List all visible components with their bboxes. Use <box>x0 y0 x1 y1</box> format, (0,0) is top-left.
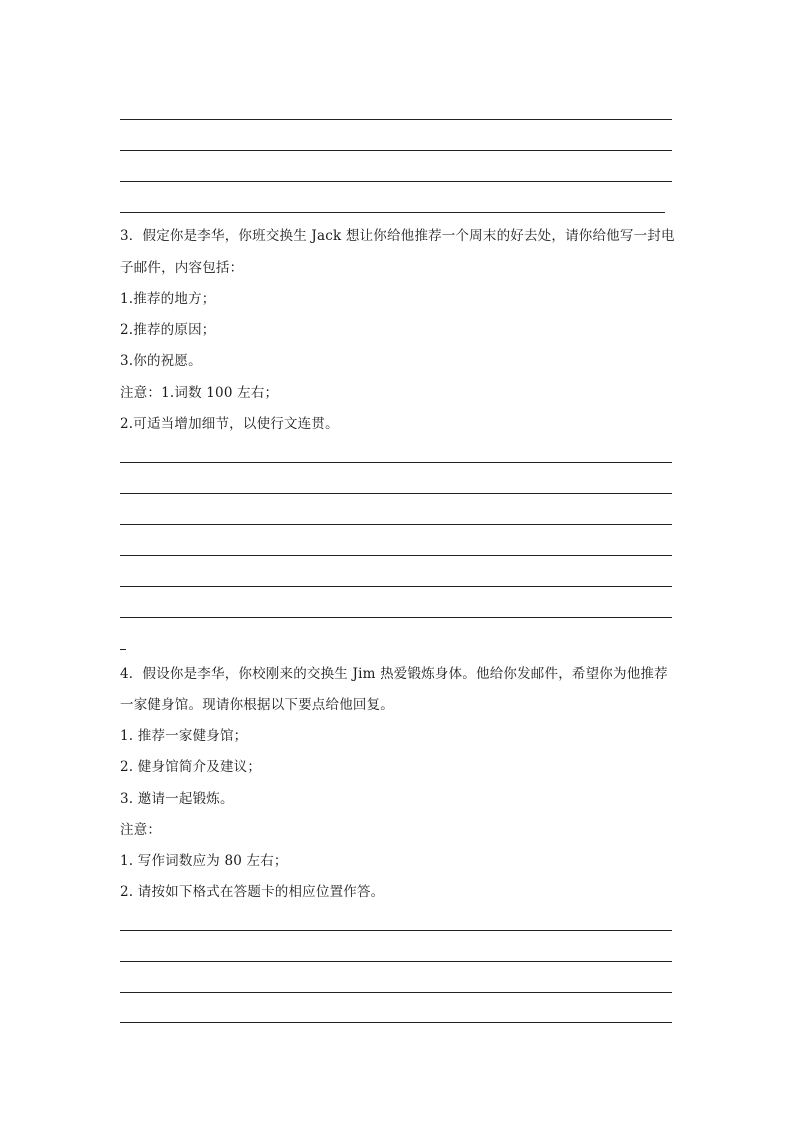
writing-line <box>120 524 672 525</box>
question-4-prompt-line1: 4．假设你是李华，你校刚来的交换生 Jim 热爱锻炼身体。他给你发邮件，希望你为他推荐 <box>120 666 668 682</box>
writing-line <box>120 212 665 213</box>
short-dash-mark <box>120 649 126 650</box>
writing-line <box>120 617 672 618</box>
writing-line <box>120 586 672 587</box>
writing-line <box>120 493 672 494</box>
question-4-point-3: 3. 邀请一起锻炼。 <box>120 791 234 807</box>
question-4-point-2: 2. 健身馆简介及建议； <box>120 759 262 775</box>
question-4-note-1: 1. 写作词数应为 80 左右； <box>120 853 288 869</box>
question-3-point-2: 2.推荐的原因； <box>120 322 216 338</box>
question-3-point-3: 3.你的祝愿。 <box>120 353 202 369</box>
question-3-note-2: 2.可适当增加细节，以使行文连贯。 <box>120 416 339 432</box>
writing-line <box>120 992 672 993</box>
question-4-note-2: 2. 请按如下格式在答题卡的相应位置作答。 <box>120 884 385 900</box>
writing-line <box>120 930 672 931</box>
writing-line <box>120 181 672 182</box>
question-3-prompt-line1: 3．假定你是李华，你班交换生 Jack 想让你给他推荐一个周末的好去处，请你给他写一封电 <box>120 228 675 244</box>
writing-line <box>120 150 672 151</box>
question-3-point-1: 1.推荐的地方； <box>120 291 216 307</box>
question-3-note-1: 注意：1.词数 100 左右； <box>120 385 279 401</box>
writing-line <box>120 119 672 120</box>
writing-line <box>120 462 672 463</box>
writing-line <box>120 961 672 962</box>
writing-line <box>120 555 672 556</box>
question-4-prompt-line2: 一家健身馆。现请你根据以下要点给他回复。 <box>120 697 394 713</box>
question-3-prompt-line2: 子邮件，内容包括： <box>120 260 244 276</box>
question-4-point-1: 1. 推荐一家健身馆； <box>120 728 248 744</box>
question-4-note-label: 注意： <box>120 822 162 838</box>
writing-line <box>120 1022 672 1023</box>
